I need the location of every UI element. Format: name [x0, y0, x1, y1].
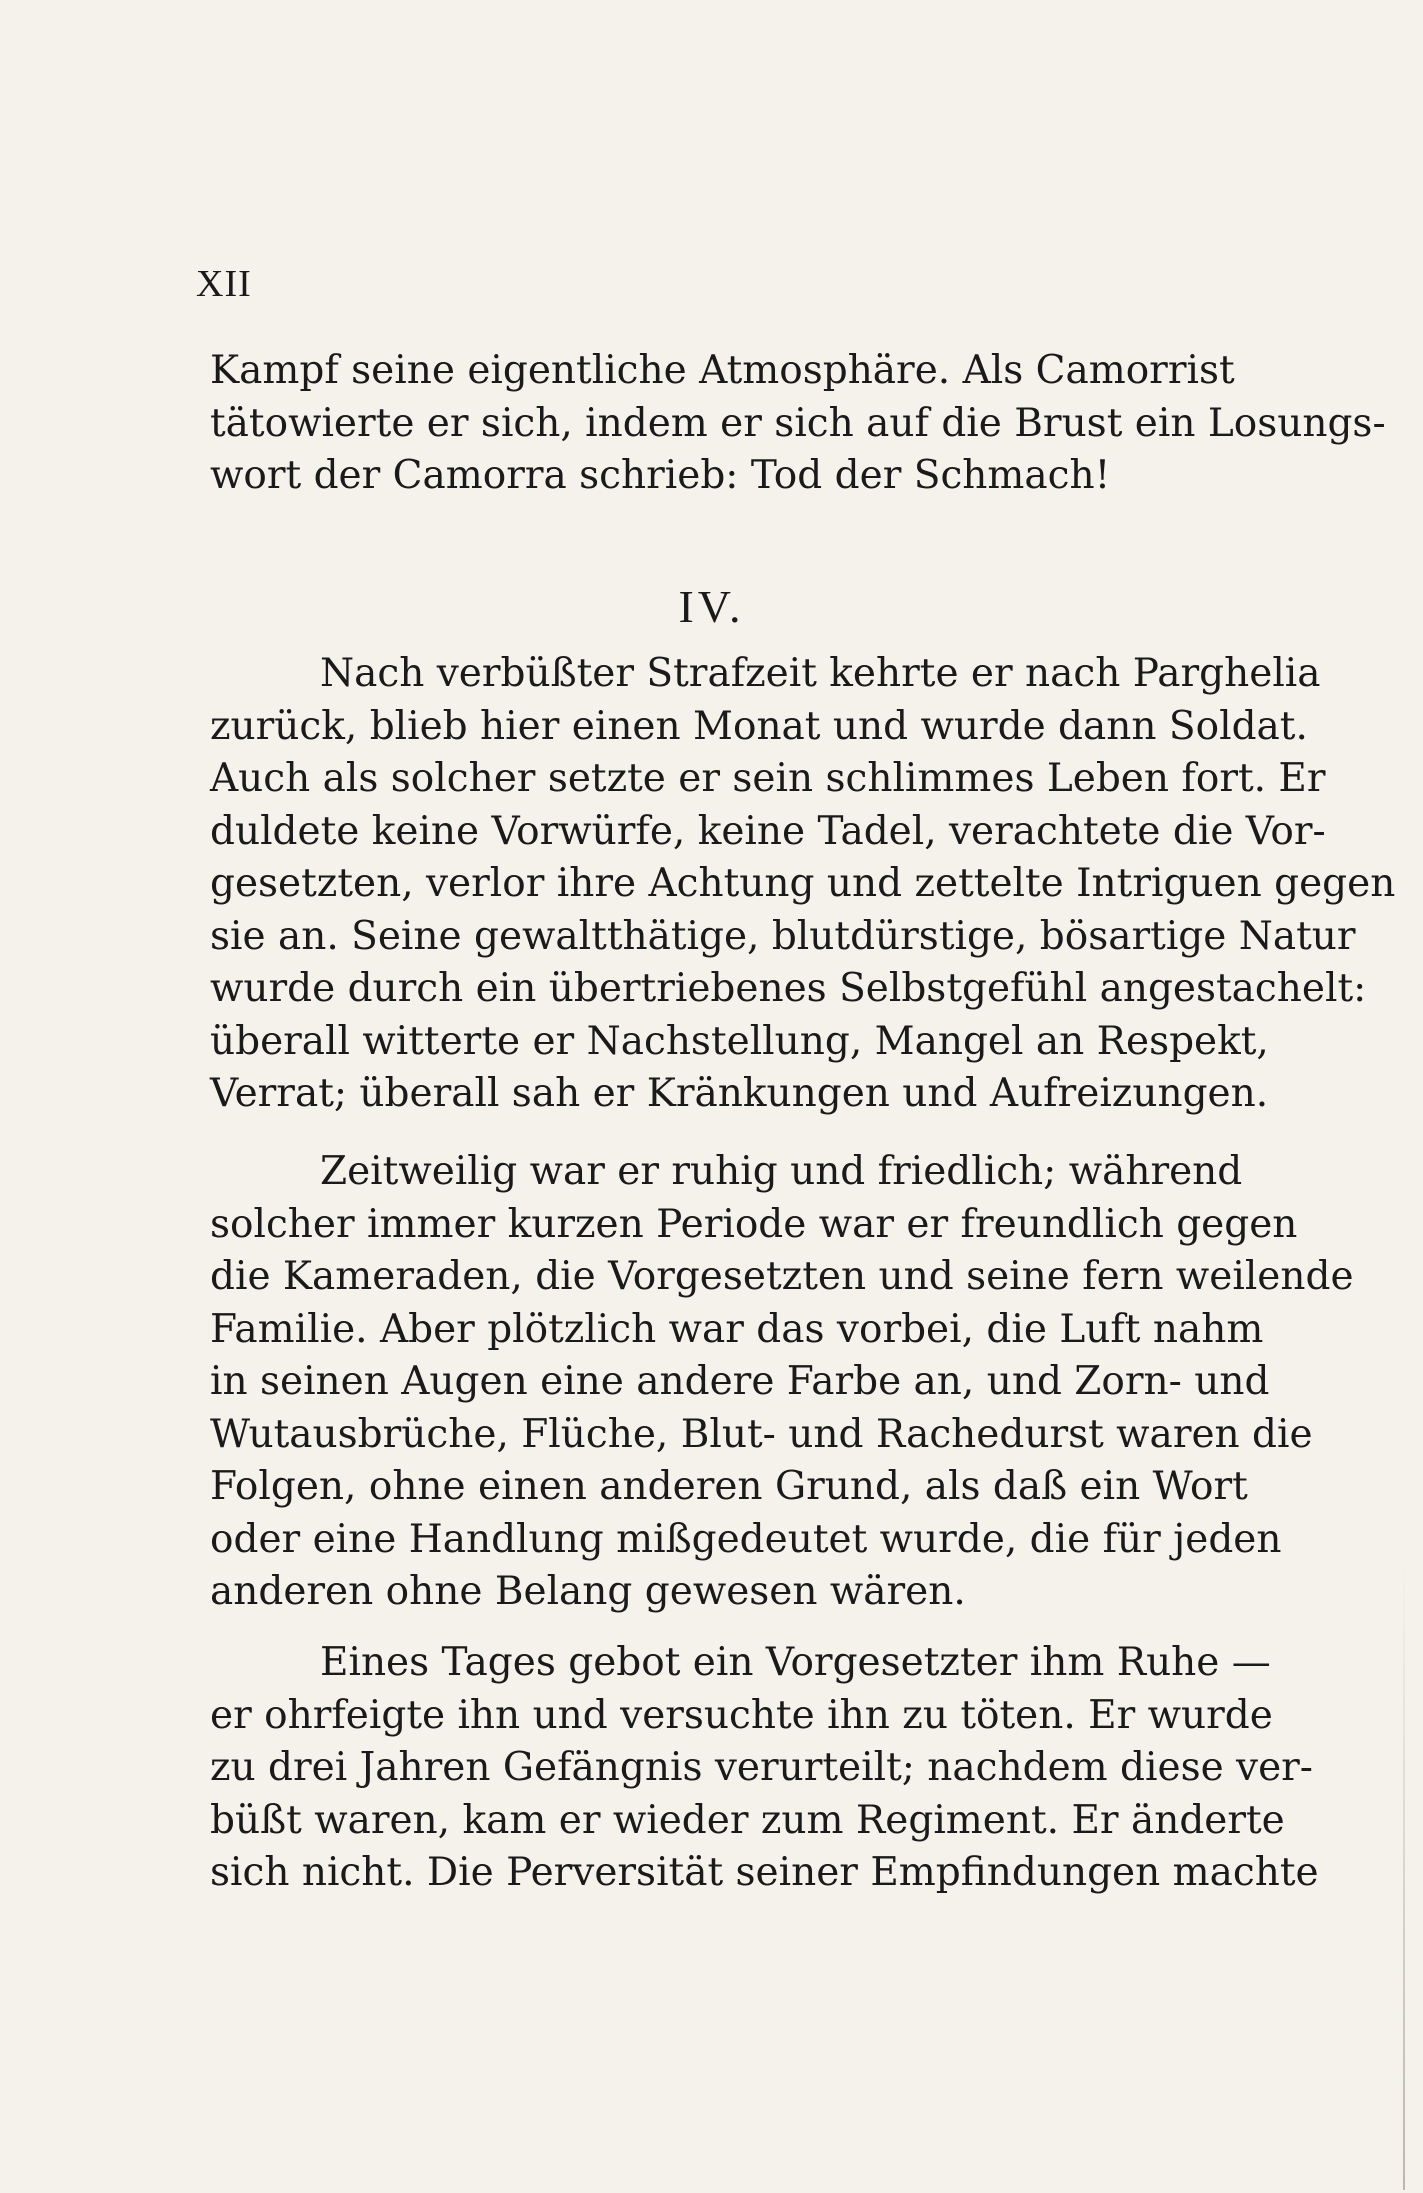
text-line: Auch als solcher setzte er sein schlimmes Leben fort. Er [210, 756, 1326, 801]
text-line: Folgen, ohne einen anderen Grund, als daß ein Wort [210, 1464, 1248, 1509]
text-line: büßt waren, kam er wieder zum Regiment. Er änderte [210, 1797, 1285, 1843]
paragraph-3 [210, 1637, 1319, 1900]
text-line: solcher immer kurzen Periode war er freundlich gegen [210, 1201, 1298, 1247]
page-number: XII [196, 263, 252, 305]
text-line: Wutausbrüche, Flüche, Blut- und Rachedurst waren die [210, 1411, 1313, 1457]
text-line: sie an. Seine gewaltthätige, blutdürstige, bösartige Natur [210, 913, 1356, 959]
text-line: oder eine Handlung mißgedeutet wurde, die für jeden [210, 1516, 1282, 1562]
text-line: die Kameraden, die Vorgesetzten und seine fern weilende [210, 1254, 1354, 1299]
text-line: anderen ohne Belang gewesen wären. [210, 1569, 966, 1614]
text-line: überall witterte er Nachstellung, Mangel an Respekt, [210, 1018, 1269, 1064]
continuation-text [210, 345, 1386, 503]
text-line: Zeitweilig war er ruhig und friedlich; während [320, 1149, 1243, 1194]
page-edge-shadow [1403, 1560, 1405, 2190]
text-line: wurde durch ein übertriebenes Selbstgefühl angestachelt: [210, 966, 1367, 1011]
section-heading: IV. [678, 581, 745, 632]
text-line: in seinen Augen eine andere Farbe an, und Zorn- und [210, 1359, 1270, 1404]
text-line: zu drei Jahren Gefängnis verurteilt; nachdem diese ver- [210, 1745, 1313, 1790]
text-line: Familie. Aber plötzlich war das vorbei, die Luft nahm [210, 1306, 1264, 1352]
text-line: er ohrfeigte ihn und versuchte ihn zu töten. Er wurde [210, 1692, 1273, 1738]
paragraph-1 [210, 648, 1396, 1121]
text-line: zurück, blieb hier einen Monat und wurde dann Soldat. [210, 703, 1308, 749]
text-line: duldete keine Vorwürfe, keine Tadel, verachtete die Vor- [210, 808, 1326, 854]
paragraph-2 [210, 1146, 1354, 1619]
text-line: wort der Camorra schrieb: Tod der Schmach! [210, 453, 1111, 498]
text-line: Nach verbüßter Strafzeit kehrte er nach Parghelia [320, 651, 1321, 696]
text-line: Eines Tages gebot ein Vorgesetzter ihm Ruhe — [320, 1640, 1271, 1685]
text-line: Verrat; überall sah er Kränkungen und Aufreizungen. [210, 1071, 1269, 1116]
text-line: gesetzten, verlor ihre Achtung und zettelte Intriguen gegen [210, 861, 1396, 906]
text-line: Kampf seine eigentliche Atmosphäre. Als Camorrist [210, 348, 1235, 393]
text-line: tätowierte er sich, indem er sich auf die Brust ein Losungs- [210, 400, 1386, 446]
text-line: sich nicht. Die Perversität seiner Empfindungen machte [210, 1850, 1319, 1895]
